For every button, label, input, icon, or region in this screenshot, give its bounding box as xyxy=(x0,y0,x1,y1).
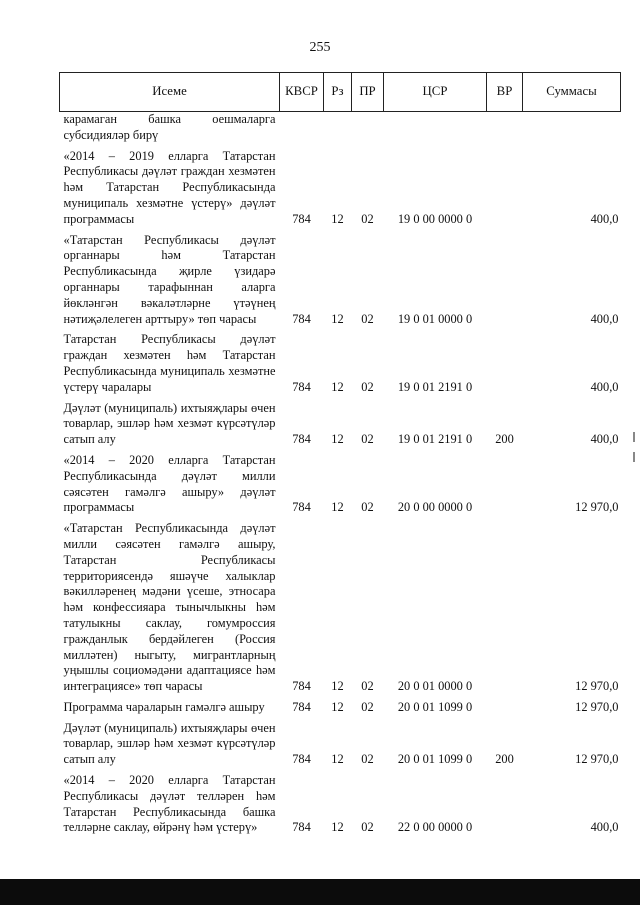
budget-table xyxy=(59,72,621,841)
row-vr xyxy=(487,112,523,149)
header-pr: ПР xyxy=(352,73,384,112)
row-vr xyxy=(487,332,523,400)
row-name: «2014 – 2020 елларга Татарстан Республикасында дәүләт милли сәясәтен гамәлгә ашыру» дәүләт программасы xyxy=(63,452,276,515)
table-row xyxy=(60,700,621,721)
row-name: «Татарстан Республикасында дәүләт милли сәясәтен гамәлгә ашыру, Татарстан Республикасы территориясендә яшәүче халыклар вәкилләренең мәдәни үсеше, этносара һәм конфессияара тынычлыкны һәм татулыкны саклау, гомумроссия гражданлык бердәйлеген (Россия милләтен) ныгыту, мигрантларның уңышлы социомәдәни адаптациясе һәм интеграциясе» төп чарасы xyxy=(63,521,276,694)
row-pr: 02 xyxy=(361,699,374,714)
row-kvsr: 784 xyxy=(292,820,311,835)
row-csr: 19 0 00 0000 0 xyxy=(397,211,473,226)
table-row xyxy=(60,721,621,773)
table-row xyxy=(60,401,621,453)
row-csr xyxy=(384,112,487,149)
row-rz: 12 xyxy=(331,432,344,447)
row-pr xyxy=(352,112,384,149)
scan-mark xyxy=(633,432,635,442)
header-name: Исеме xyxy=(60,73,280,112)
row-rz: 12 xyxy=(331,379,344,394)
row-pr: 02 xyxy=(361,752,374,767)
row-sum: 400,0 xyxy=(590,311,619,326)
row-kvsr: 784 xyxy=(292,379,311,394)
row-kvsr: 784 xyxy=(292,679,311,694)
row-vr xyxy=(487,453,523,521)
row-csr: 19 0 01 2191 0 xyxy=(397,379,473,394)
row-sum xyxy=(523,112,621,149)
row-rz: 12 xyxy=(331,820,344,835)
row-pr: 02 xyxy=(361,500,374,515)
row-name: Дәүләт (муниципаль) ихтыяҗлары өчен товарлар, эшләр һәм хезмәт күрсәтүләр сатып алу xyxy=(63,720,276,767)
row-kvsr: 784 xyxy=(292,432,311,447)
row-vr xyxy=(487,233,523,333)
table-row xyxy=(60,112,621,149)
row-name: карамаган башка оешмаларга субсидияләр бирү xyxy=(63,112,276,142)
row-kvsr: 784 xyxy=(292,211,311,226)
row-vr xyxy=(487,700,523,721)
row-pr: 02 xyxy=(361,379,374,394)
row-vr: 200 xyxy=(495,752,514,767)
row-pr: 02 xyxy=(361,679,374,694)
row-kvsr: 784 xyxy=(292,699,311,714)
row-vr xyxy=(487,149,523,233)
row-csr: 20 0 00 0000 0 xyxy=(397,500,473,515)
row-kvsr: 784 xyxy=(292,500,311,515)
row-rz xyxy=(324,112,352,149)
table-header-row xyxy=(60,73,621,112)
row-rz: 12 xyxy=(331,699,344,714)
row-csr: 22 0 00 0000 0 xyxy=(397,820,473,835)
row-csr: 19 0 01 2191 0 xyxy=(397,432,473,447)
row-csr: 19 0 01 0000 0 xyxy=(397,311,473,326)
row-sum: 400,0 xyxy=(590,820,619,835)
row-rz: 12 xyxy=(331,211,344,226)
row-kvsr: 784 xyxy=(292,752,311,767)
row-csr: 20 0 01 1099 0 xyxy=(397,752,473,767)
row-vr xyxy=(487,773,523,841)
row-sum: 400,0 xyxy=(590,211,619,226)
table-row xyxy=(60,332,621,400)
row-pr: 02 xyxy=(361,432,374,447)
table-row xyxy=(60,233,621,333)
row-sum: 12 970,0 xyxy=(575,500,619,515)
row-rz: 12 xyxy=(331,752,344,767)
table-row xyxy=(60,453,621,521)
row-kvsr xyxy=(280,112,324,149)
table-row xyxy=(60,149,621,233)
row-rz: 12 xyxy=(331,679,344,694)
row-pr: 02 xyxy=(361,820,374,835)
row-name: «2014 – 2019 елларга Татарстан Республикасы дәүләт граждан хезмәтен һәм Татарстан Республикасында муниципаль хезмәтне үстерү» дәүләт программасы xyxy=(63,148,276,226)
row-rz: 12 xyxy=(331,311,344,326)
row-pr: 02 xyxy=(361,311,374,326)
row-sum: 12 970,0 xyxy=(575,679,619,694)
row-vr: 200 xyxy=(495,432,514,447)
row-sum: 400,0 xyxy=(590,432,619,447)
row-name: Дәүләт (муниципаль) ихтыяҗлары өчен товарлар, эшләр һәм хезмәт күрсәтүләр сатып алу xyxy=(63,400,276,447)
row-name: Программа чараларын гамәлгә ашыру xyxy=(63,699,265,714)
row-csr: 20 0 01 1099 0 xyxy=(397,699,473,714)
scan-border xyxy=(0,879,640,905)
row-name: «Татарстан Республикасы дәүләт органнары һәм Татарстан Республикасында җирле үзидарә органнары тарафыннан аларга йөкләнгән вәкаләтләрне үтәүнең нәтиҗәлелеген арттыру» төп чарасы xyxy=(63,232,276,326)
header-rz: Рз xyxy=(324,73,352,112)
header-kvsr: КВСР xyxy=(280,73,324,112)
row-sum: 400,0 xyxy=(590,379,619,394)
row-sum: 12 970,0 xyxy=(575,752,619,767)
row-rz: 12 xyxy=(331,500,344,515)
row-pr: 02 xyxy=(361,211,374,226)
header-csr: ЦСР xyxy=(384,73,487,112)
table-row xyxy=(60,773,621,841)
row-vr xyxy=(487,521,523,700)
row-kvsr: 784 xyxy=(292,311,311,326)
table-row xyxy=(60,521,621,700)
page-number: 255 xyxy=(309,40,331,55)
row-sum: 12 970,0 xyxy=(575,699,619,714)
row-name: Татарстан Республикасы дәүләт граждан хезмәтен һәм Татарстан Республикасында муниципаль хезмәтне үстерү чаралары xyxy=(63,332,276,394)
header-vr: ВР xyxy=(487,73,523,112)
row-name: «2014 – 2020 елларга Татарстан Республикасы дәүләт телләрен һәм Татарстан Республикасында башка телләрне саклау, өйрәнү һәм үстерү» xyxy=(63,773,276,835)
scan-mark xyxy=(633,452,635,462)
header-sum: Суммасы xyxy=(523,73,621,112)
row-csr: 20 0 01 0000 0 xyxy=(397,679,473,694)
